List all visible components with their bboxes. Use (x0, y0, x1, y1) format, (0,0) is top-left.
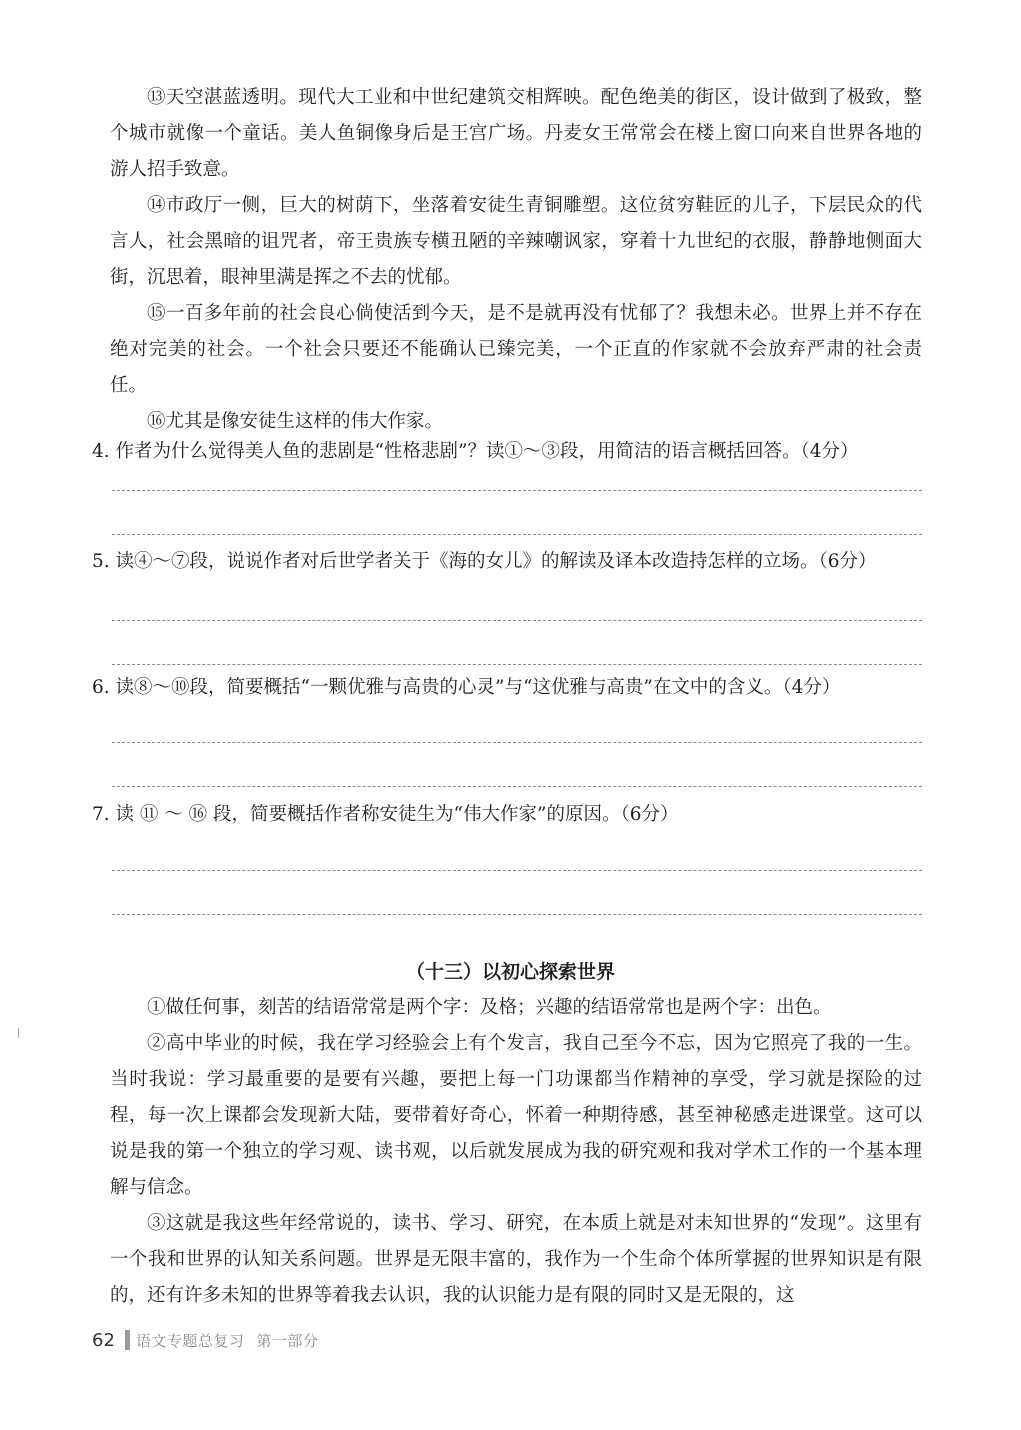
page-number: 62 (92, 1329, 115, 1351)
question-7: 7. 读 ⑪ ～ ⑯ 段，简要概括作者称安徒生为“伟大作家”的原因。（6分） (92, 804, 679, 825)
answer-line[interactable] (112, 870, 922, 871)
question-6: 6. 读⑧～⑩段，简要概括“一颗优雅与高贵的心灵”与“这优雅与高贵”在文中的含义。（4分） (92, 677, 841, 698)
footer-bar-icon (125, 1330, 130, 1350)
question-4: 4. 作者为什么觉得美人鱼的悲剧是“性格悲剧”？读①～③段，用简洁的语言概括回答。（4分） (92, 441, 859, 462)
paragraph-1: ①做任何事，刻苦的结语常常是两个字：及格；兴趣的结语常常也是两个字：出色。 (147, 997, 832, 1018)
paragraph-2: ②高中毕业的时候，我在学习经验会上有个发言，我自己至今不忘，因为它照亮了我的一生。当时我说：学习最重要的是要有兴趣，要把上每一门功课都当作精神的享受，学习就是探险的过程，每一次上课都会发现新大陆，要带着好奇心，怀着一种期待感，甚至神秘感走进课堂。这可以说是我的第一个独立的学习观、读书观，以后就发展成为我的研究观和我对学术工作的一个基本理解与信念。 (110, 1033, 922, 1198)
question-5: 5. 读④～⑦段，说说作者对后世学者关于《海的女儿》的解读及译本改造持怎样的立场。（6分） (92, 551, 877, 572)
answer-line[interactable] (112, 742, 922, 743)
answer-line[interactable] (112, 490, 922, 491)
paragraph-14: ⑭市政厅一侧，巨大的树荫下，坐落着安徒生青铜雕塑。这位贫穷鞋匠的儿子，下层民众的代言人，社会黑暗的诅咒者，帝王贵族专横丑陋的辛辣嘲讽家，穿着十九世纪的衣服，静静地侧面大街，沉思着，眼神里满是挥之不去的忧郁。 (110, 195, 922, 288)
footer-book-title: 语文专题总复习 (135, 1331, 245, 1350)
answer-line[interactable] (112, 786, 922, 787)
answer-line[interactable] (112, 534, 922, 535)
footer-part: 第一部分 (256, 1331, 319, 1350)
section-title: （十三）以初心探索世界 (405, 961, 615, 983)
answer-line[interactable] (112, 914, 922, 915)
paragraph-15: ⑮一百多年前的社会良心倘使活到今天，是不是就再没有忧郁了？我想未必。世界上并不存在绝对完美的社会。一个社会只要还不能确认已臻完美，一个正直的作家就不会放弃严肃的社会责任。 (110, 303, 922, 396)
paragraph-3: ③这就是我这些年经常说的，读书、学习、研究，在本质上就是对未知世界的“发现”。这里有一个我和世界的认知关系问题。世界是无限丰富的，我作为一个生命个体所掌握的世界知识是有限的，还有许多未知的世界等着我去认识，我的认识能力是有限的同时又是无限的，这 (110, 1213, 922, 1306)
paragraph-16: ⑯尤其是像安徒生这样的伟大作家。 (147, 411, 444, 432)
answer-line[interactable] (112, 664, 922, 665)
page-footer (92, 1328, 318, 1352)
paragraph-13: ⑬天空湛蓝透明。现代大工业和中世纪建筑交相辉映。配色绝美的街区，设计做到了极致，整个城市就像一个童话。美人鱼铜像身后是王宫广场。丹麦女王常常会在楼上窗口向来自世界各地的游人招手致意。 (110, 87, 922, 180)
margin-mark (18, 1028, 19, 1038)
answer-line[interactable] (112, 620, 922, 621)
